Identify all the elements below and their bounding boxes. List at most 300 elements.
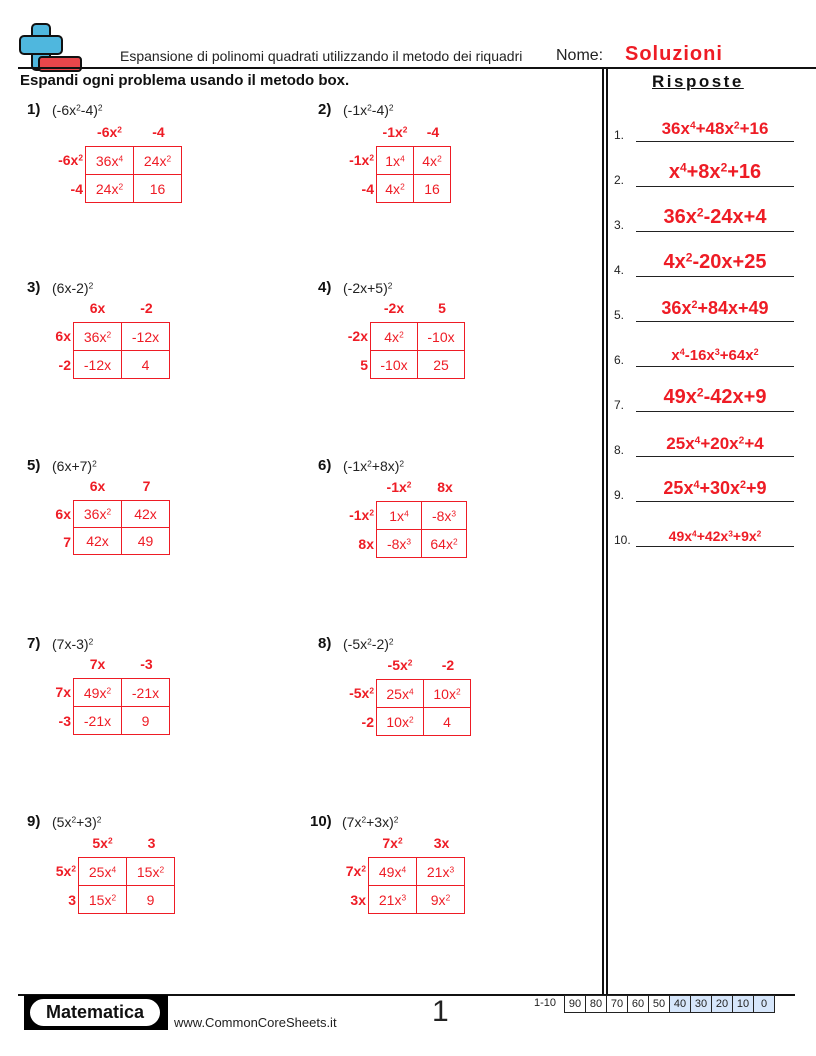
term-text: 7x <box>89 656 106 672</box>
exponent: 2 <box>97 102 103 113</box>
answer-term: +42x <box>696 528 729 544</box>
term-text: -10x <box>380 356 408 373</box>
grid-row <box>79 886 175 914</box>
column-header <box>376 657 424 673</box>
exponent: 2 <box>361 814 367 825</box>
column-header <box>424 657 472 673</box>
score-cell: 80 <box>586 996 607 1013</box>
answer-row <box>614 247 794 277</box>
term-text: 24x <box>143 152 167 169</box>
term-text: 1x <box>389 507 405 524</box>
answer-line <box>636 321 794 323</box>
problem-expression <box>343 636 394 652</box>
term-text: -2x <box>383 300 405 316</box>
answer-term: 25x <box>666 434 695 453</box>
exponent: 2 <box>399 458 405 469</box>
grid-row <box>86 175 182 203</box>
exponent: 2 <box>117 124 122 135</box>
answer-term: x <box>668 161 680 183</box>
term-text: 6x <box>89 478 106 494</box>
exponent: 2 <box>111 891 117 902</box>
grid-cell <box>417 858 465 886</box>
answer-number: 4. <box>614 263 625 277</box>
row-header <box>326 181 374 197</box>
score-table <box>564 995 775 1013</box>
exponent: 2 <box>369 685 374 696</box>
answer-line <box>636 186 794 188</box>
answer-number: 6. <box>614 353 625 367</box>
row-header <box>35 181 83 197</box>
exponent: 2 <box>118 180 124 191</box>
term-text: 21x <box>378 891 402 908</box>
page-number: 1 <box>432 995 449 1028</box>
answer-term: +9 <box>746 478 767 498</box>
answer-number: 1. <box>614 128 625 142</box>
row-header <box>318 892 366 908</box>
exponent: 4 <box>400 152 405 163</box>
answer-row <box>614 112 794 142</box>
term-text: -4 <box>70 181 83 197</box>
answer-line <box>636 546 794 548</box>
grid-cell <box>377 502 422 530</box>
score-cell: 40 <box>670 996 691 1013</box>
exponent: 2 <box>393 814 399 825</box>
exponent: 2 <box>369 152 374 163</box>
minus-icon <box>38 56 82 72</box>
answer-term: -16x <box>684 347 715 364</box>
exponent: 2 <box>455 685 461 696</box>
grid-cell <box>74 707 122 735</box>
answer-line <box>636 231 794 233</box>
column-header <box>376 479 422 495</box>
answer-term: 25x <box>663 478 694 498</box>
grid-cell <box>424 708 471 736</box>
exponent: 4 <box>401 863 407 874</box>
term-text: 7x <box>55 684 71 700</box>
score-cell: 20 <box>712 996 733 1013</box>
grid-row <box>377 680 471 708</box>
term-text: 7x <box>382 835 398 851</box>
exponent: 2 <box>88 636 94 647</box>
term-text: -6x <box>97 124 118 140</box>
answer-line <box>636 141 794 143</box>
row-header <box>320 357 368 373</box>
exponent: 2 <box>361 863 366 874</box>
row-header <box>23 713 71 729</box>
term-text: 3x <box>350 892 366 908</box>
problem-number: 1) <box>27 101 41 118</box>
answer-value <box>636 298 794 319</box>
expr-base: (7x-3) <box>52 636 89 652</box>
problem-number: 10) <box>310 813 332 830</box>
term-text: 6x <box>55 328 71 344</box>
answer-line <box>636 366 794 368</box>
answer-term: +48x <box>695 119 734 138</box>
exponent: 4 <box>694 435 701 447</box>
problem-expression <box>343 280 392 296</box>
term-text: 3 <box>147 835 156 851</box>
exponent: 4 <box>118 152 124 163</box>
grid-cell <box>79 886 127 914</box>
answer-line <box>636 456 794 458</box>
grid-row <box>74 501 170 528</box>
term-text: 6x <box>89 300 106 316</box>
grid-cell <box>369 886 417 914</box>
problem-number: 4) <box>318 279 332 296</box>
expr-base: (6x-2) <box>52 280 89 296</box>
score-cell: 60 <box>628 996 649 1013</box>
exponent: 4 <box>404 507 409 518</box>
answer-row <box>614 157 794 187</box>
term-text: 7x <box>345 863 362 879</box>
exponent: 4 <box>679 160 687 175</box>
name-value: Soluzioni <box>625 43 723 65</box>
term-text: -12x <box>83 356 112 373</box>
answer-number: 8. <box>614 443 625 457</box>
term-text: 25 <box>433 356 449 373</box>
expr-tail: -4) <box>80 102 98 118</box>
answer-value <box>636 478 794 499</box>
answer-value <box>636 528 794 544</box>
term-text: -1x <box>382 124 403 140</box>
term-text: -1x <box>349 507 370 523</box>
answer-term: +4 <box>744 434 764 453</box>
instructions: Espandi ogni problema usando il metodo box. <box>20 72 350 89</box>
grid-cell <box>377 147 414 175</box>
expr-tail: +3x) <box>366 814 394 830</box>
exponent: 2 <box>408 713 414 724</box>
box-grid <box>376 679 471 736</box>
grid-cell <box>74 351 122 379</box>
exponent: 4 <box>689 120 696 132</box>
exponent: 2 <box>367 458 372 469</box>
answer-line <box>636 501 794 503</box>
term-text: -12x <box>131 328 160 345</box>
row-header <box>23 506 71 522</box>
term-text: -4 <box>426 124 440 140</box>
term-text: -8x <box>431 507 452 524</box>
problem-expression <box>343 102 394 118</box>
grid-cell <box>422 530 467 558</box>
score-cell: 90 <box>565 996 586 1013</box>
grid-cell <box>371 323 418 351</box>
exponent: 2 <box>685 250 693 265</box>
name-label: Nome: <box>556 47 604 64</box>
answer-value <box>636 119 794 139</box>
exponent: 2 <box>402 124 408 135</box>
expr-tail: +3) <box>76 814 97 830</box>
term-text: -4 <box>152 124 165 140</box>
exponent: 2 <box>388 636 394 647</box>
column-divider <box>606 68 608 994</box>
problem-expression <box>52 102 103 118</box>
answer-number: 2. <box>614 173 625 187</box>
term-text: -5x <box>387 657 408 673</box>
score-cell: 30 <box>691 996 712 1013</box>
exponent: 2 <box>406 479 412 490</box>
grid-row <box>377 147 451 175</box>
column-header <box>85 124 134 140</box>
exponent: 2 <box>696 205 704 220</box>
term-text: -2x <box>347 328 368 344</box>
grid-row <box>86 147 182 175</box>
term-text: 25x <box>88 863 112 880</box>
term-text: 10x <box>433 685 456 702</box>
exponent: 3 <box>451 507 457 518</box>
grid-cell <box>377 708 424 736</box>
exponent: 2 <box>738 435 745 447</box>
term-text: -2 <box>441 657 455 673</box>
exponent: 2 <box>720 160 728 175</box>
column-header <box>73 478 122 494</box>
answer-row <box>614 427 794 457</box>
row-header <box>23 684 71 700</box>
grid-cell <box>74 679 122 707</box>
exponent: 2 <box>740 479 747 492</box>
grid-row <box>74 707 170 735</box>
score-range-label: 1-10 <box>534 997 557 1009</box>
answer-term: -20x+25 <box>692 251 767 273</box>
grid-cell <box>122 501 170 528</box>
exponent: 2 <box>733 120 740 132</box>
answer-term: 4x <box>663 251 686 273</box>
row-header <box>35 152 83 168</box>
exponent: 2 <box>96 814 102 825</box>
exponent: 2 <box>397 835 403 846</box>
column-header <box>414 124 452 140</box>
term-text: 9 <box>141 712 150 729</box>
answer-value <box>636 434 794 454</box>
problem-number: 6) <box>318 457 332 474</box>
brand-label: Matematica <box>30 999 160 1026</box>
worksheet-title: Espansione di polinomi quadrati utilizzando il metodo dei riquadri <box>120 48 523 64</box>
score-cell: 10 <box>733 996 754 1013</box>
expr-base: (5x <box>52 814 72 830</box>
grid-row <box>371 351 465 379</box>
grid-row <box>74 679 170 707</box>
term-text: 5 <box>438 300 446 316</box>
exponent: 4 <box>111 863 117 874</box>
exponent: 2 <box>387 280 393 291</box>
expr-tail: -4) <box>371 102 389 118</box>
row-header <box>326 685 374 701</box>
column-header <box>368 835 417 851</box>
exponent: 2 <box>106 684 112 695</box>
grid-row <box>74 351 170 379</box>
answer-term: 36x <box>661 119 690 138</box>
grid-cell <box>127 858 175 886</box>
problem-expression <box>52 458 97 474</box>
answer-term: +20x <box>700 434 739 453</box>
row-header <box>318 863 366 879</box>
term-text: -2 <box>58 357 71 373</box>
grid-cell <box>424 680 471 708</box>
term-text: -8x <box>386 535 407 552</box>
expr-base: (6x+7) <box>52 458 93 474</box>
column-header <box>418 300 466 316</box>
problem-number: 2) <box>318 101 332 118</box>
exponent: 2 <box>367 636 372 647</box>
term-text: 5x <box>92 835 108 851</box>
grid-cell <box>418 351 465 379</box>
term-text: -10x <box>427 328 455 345</box>
term-text: -21x <box>83 712 112 729</box>
problem-number: 8) <box>318 635 332 652</box>
answer-value <box>636 161 794 184</box>
answer-term: -24x+4 <box>703 206 767 228</box>
exponent: 3 <box>728 528 733 539</box>
grid-cell <box>74 501 122 528</box>
grid-row <box>377 708 471 736</box>
answers-title: Risposte <box>652 72 744 91</box>
problem-expression <box>342 814 398 830</box>
term-text: 4x <box>384 328 400 345</box>
column-header <box>376 124 414 140</box>
expr-tail: +8x) <box>371 458 400 474</box>
answer-term: 36x <box>661 298 692 318</box>
grid-cell <box>74 528 122 555</box>
term-text: 10x <box>386 713 409 730</box>
term-text: -3 <box>140 656 153 672</box>
term-text: 6x <box>55 506 71 522</box>
box-grid <box>73 322 170 379</box>
grid-cell <box>134 147 182 175</box>
exponent: 2 <box>400 180 405 191</box>
column-header <box>122 656 171 672</box>
exponent: 2 <box>437 152 442 163</box>
term-text: 4 <box>141 356 150 373</box>
term-text: -2 <box>361 714 374 730</box>
term-text: -2 <box>140 300 153 316</box>
answer-row <box>614 337 794 367</box>
term-text: 4 <box>443 713 451 730</box>
grid-cell <box>122 323 170 351</box>
box-grid <box>370 322 465 379</box>
grid-row <box>377 530 467 558</box>
term-text: 36x <box>95 152 119 169</box>
grid-cell <box>86 147 134 175</box>
grid-cell <box>422 502 467 530</box>
problem-expression <box>52 280 93 296</box>
row-header <box>23 328 71 344</box>
grid-cell <box>79 858 127 886</box>
grid-cell <box>377 530 422 558</box>
grid-cell <box>134 175 182 203</box>
term-text: 5 <box>360 357 368 373</box>
answer-value <box>636 386 794 409</box>
term-text: 42x <box>134 506 157 522</box>
grid-row <box>369 858 465 886</box>
exponent: 2 <box>452 535 458 546</box>
exponent: 2 <box>159 863 165 874</box>
exponent: 4 <box>692 528 697 539</box>
term-text: -4 <box>361 181 374 197</box>
term-text: -5x <box>349 685 370 701</box>
term-text: 4x <box>422 152 438 169</box>
expr-base: (-2x+5) <box>343 280 388 296</box>
grid-row <box>371 323 465 351</box>
column-header <box>417 835 466 851</box>
term-text: -3 <box>58 713 71 729</box>
answer-term: +64x <box>719 347 754 364</box>
column-header <box>78 835 127 851</box>
score-cell: 0 <box>754 996 775 1013</box>
term-text: 25x <box>386 685 409 702</box>
exponent: 2 <box>107 835 113 846</box>
answer-value <box>636 347 794 364</box>
column-header <box>73 656 122 672</box>
answer-row <box>614 292 794 322</box>
term-text: 42x <box>86 533 109 549</box>
grid-row <box>369 886 465 914</box>
grid-cell <box>86 175 134 203</box>
problem-expression <box>52 636 93 652</box>
exponent: 4 <box>408 685 414 696</box>
term-text: -1x <box>349 152 370 168</box>
exponent: 2 <box>106 328 112 339</box>
term-text: 24x <box>95 180 119 197</box>
expr-base: (-1x <box>343 102 368 118</box>
expr-tail: -2) <box>371 636 389 652</box>
grid-row <box>377 175 451 203</box>
problem-number: 3) <box>27 279 41 296</box>
answer-row <box>614 202 794 232</box>
box-grid <box>73 678 170 735</box>
grid-cell <box>122 707 170 735</box>
exponent: 3 <box>714 347 720 358</box>
grid-row <box>79 858 175 886</box>
column-divider <box>602 68 604 994</box>
grid-cell <box>418 323 465 351</box>
grid-row <box>74 323 170 351</box>
grid-cell <box>74 323 122 351</box>
answer-term: +9x <box>732 528 757 544</box>
grid-cell <box>377 175 414 203</box>
answer-number: 10. <box>614 533 631 547</box>
grid-cell <box>127 886 175 914</box>
term-text: -21x <box>131 684 160 701</box>
term-text: -6x <box>58 152 79 168</box>
answer-term: +8x <box>686 161 721 183</box>
answer-term: x <box>671 347 680 364</box>
expr-base: (-1x <box>343 458 368 474</box>
exponent: 3 <box>406 535 412 546</box>
box-grid <box>85 146 182 203</box>
term-text: 36x <box>83 506 107 522</box>
website-link[interactable]: www.CommonCoreSheets.it <box>174 1015 337 1030</box>
term-text: 7 <box>63 534 71 550</box>
answer-value <box>636 251 794 274</box>
column-header <box>134 124 183 140</box>
term-text: 8x <box>358 536 374 552</box>
problem-number: 9) <box>27 813 41 830</box>
grid-cell <box>414 147 451 175</box>
answer-term: +30x <box>699 478 741 498</box>
problem-expression <box>52 814 101 830</box>
row-header <box>320 328 368 344</box>
answer-line <box>636 276 794 278</box>
answer-term: +84x+49 <box>697 298 769 318</box>
exponent: 2 <box>756 528 762 539</box>
exponent: 3 <box>401 891 407 902</box>
exponent: 3 <box>449 863 455 874</box>
box-grid <box>376 146 451 203</box>
grid-cell <box>122 679 170 707</box>
term-text: 8x <box>437 479 453 495</box>
row-header <box>23 534 71 550</box>
box-grid <box>368 857 465 914</box>
answer-number: 3. <box>614 218 625 232</box>
